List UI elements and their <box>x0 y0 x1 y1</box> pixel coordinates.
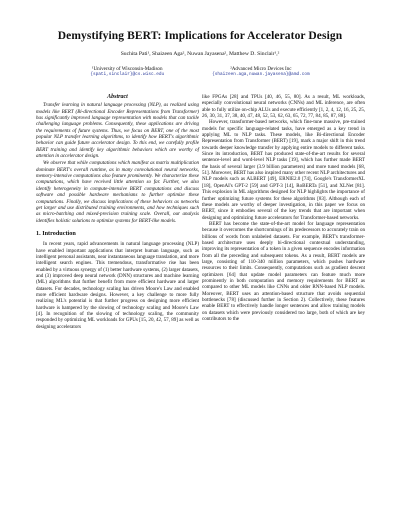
body-paragraph: BERT has become the state-of-the-art model for language representation because it overcomes the shortcomings of its predecessors to accurately train on billions of words from unlabeled datasets. For example, BERT's transformer-based architecture uses deeply bi-directional contextual understanding, improving its representation of a token in a given sequence encodes information from all the preceding and subsequent tokens. As a result, BERT models are large, consisting of 110-340 million parameters, which pushes hardware resources to their limits. Consequently, computations such as gradient descent optimizers [64] that update model parameters can feature much more prominently in both computation and memory requirements for BERT as compared to other ML models like CNNs and older RNN-based NLP models. Moreover, BERT uses an attention-based structure that avoids sequential bottlenecks [78] (discussed further in Section 2). Collectively, these features enable BERT to effectively handle longer sentences and allow training models on datasets which were previously considered too large, both of which are key contributors to the <box>202 220 365 323</box>
intro-paragraph: In recent years, rapid advancements in natural language processing (NLP) have enabled important applications that interpret human language, such as intelligent personal assistants, near instantaneous language translation, and more intelligent search engines. This tremendous, transformative rise has been enabled by a virtuous synergy of (1) better hardware systems, (2) larger datasets, and (3) improved deep neural network (DNN) structures and machine learning (ML) algorithms that further benefit from more efficient hardware and larger datasets. For decades, technology scaling has driven Moore's Law and enabled more efficient hardware designs. However, a key challenge to more fully realizing ML's potential is that further progress on designing more efficient hardware is hampered by the slowing of technology scaling and Moore's Law [4]. In recognition of the slowing of technology scaling, the community responded by optimizing ML workloads for GPUs [15, 20, 42, 57, 89] as well as designing accelerators <box>36 241 199 330</box>
right-column <box>202 94 365 322</box>
affiliation-name: ¹University of Wisconsin-Madison <box>91 66 163 72</box>
affiliation-amd <box>212 66 310 78</box>
paper-authors: Suchita Pati¹, Shaizeen Aga², Nuwan Jayasena², Matthew D. Sinclair¹,² <box>120 51 280 57</box>
abstract-heading: Abstract <box>107 94 128 100</box>
abstract-paragraph: Transfer learning in natural language processing (NLP), as realized using models like BERT (Bi-directional Encoder Representations from Transformer) has significantly improved language representation with models that can tackle challenging language problems. Consequently, these applications are driving the requirements of future systems. Thus, we focus on BERT, one of the most popular NLP transfer learning algorithms, to identify how BERT's algorithmic behavior can guide future accelerator design. To this end, we carefully profile BERT training and identify key algorithmic behaviors which are worthy of attention in accelerator design. <box>36 102 199 160</box>
abstract-paragraph: We observe that while computations which manifest as matrix multiplication dominate BERT's overall runtime, as in many convolutional neural networks, memory-intensive computations also feature prominently. We characterize these computations, which have received little attention so far. Further, we also identify heterogeneity in compute-intensive BERT computations and discuss software and possible hardware mechanisms to further optimize these computations. Finally, we discuss implications of these behaviors as networks get larger and use distributed training environments, and how techniques such as micro-batching and mixed-precision training scale. Overall, our analysis identifies holistic solutions to optimize systems for BERT-like models. <box>36 160 199 224</box>
affiliation-wisc <box>90 66 164 78</box>
left-column <box>36 94 199 330</box>
paper-title: Demystifying BERT: Implications for Accelerator Design <box>57 30 343 42</box>
affiliations <box>0 66 400 78</box>
affiliation-email[interactable]: {shaizeen.aga,nuwan.jayasena}@amd.com <box>212 72 310 77</box>
affiliation-name: ²Advanced Micro Devices Inc <box>230 66 292 72</box>
body-paragraph: like FPGAs [28] and TPUs [40, 46, 55, 80]. As a result, ML workloads, especially convolutional neural networks (CNNs) and ML inference, are often able to fully utilize on-chip ALUs and execute efficiently [1, 2, 4, 12, 16, 25, 25, 26, 30, 31, 37, 38, 40, 47, 48, 52, 53, 62, 63, 65, 72, 77, 84, 85, 87, 88]. <box>202 94 365 120</box>
body-paragraph: However, transformer-based networks, which fine-tune massive, pre-trained models for specific language-related tasks, have emerged as a key trend in applying ML to NLP tasks. These models, like Bi-directional Encoder Representation from Transformer (BERT) [19], mark a major shift in this trend towards deeper knowledge transfer by applying entire models to different tasks. Since its introduction, BERT has produced state-of-the-art results for several sentence-level and word-level NLP tasks [19], which has further made BERT the basis of several larger (3.9 billion parameters) and more tuned models [68, 51]. Moreover, BERT has also inspired many other recent NLP architectures and NLP models such as ALBERT [49], ERNIE2.0 [74], Google's TransformerXL [18], OpenAI's GPT-2 [59] and GPT-3 [14], RoBERTa [51], and XLNet [81]. This explosion in ML algorithms designed for NLP highlights the importance of further optimizing future systems for these algorithms [83]. Although each of these models are worthy of deeper investigation, in this paper we focus on BERT, since it embodies several of the key trends that are important when designing and optimizing future accelerators for Transformer-based networks. <box>202 119 365 221</box>
section-heading-introduction: 1. Introduction <box>36 229 76 237</box>
affiliation-email[interactable]: {spati,sinclair}@cs.wisc.edu <box>90 72 165 77</box>
